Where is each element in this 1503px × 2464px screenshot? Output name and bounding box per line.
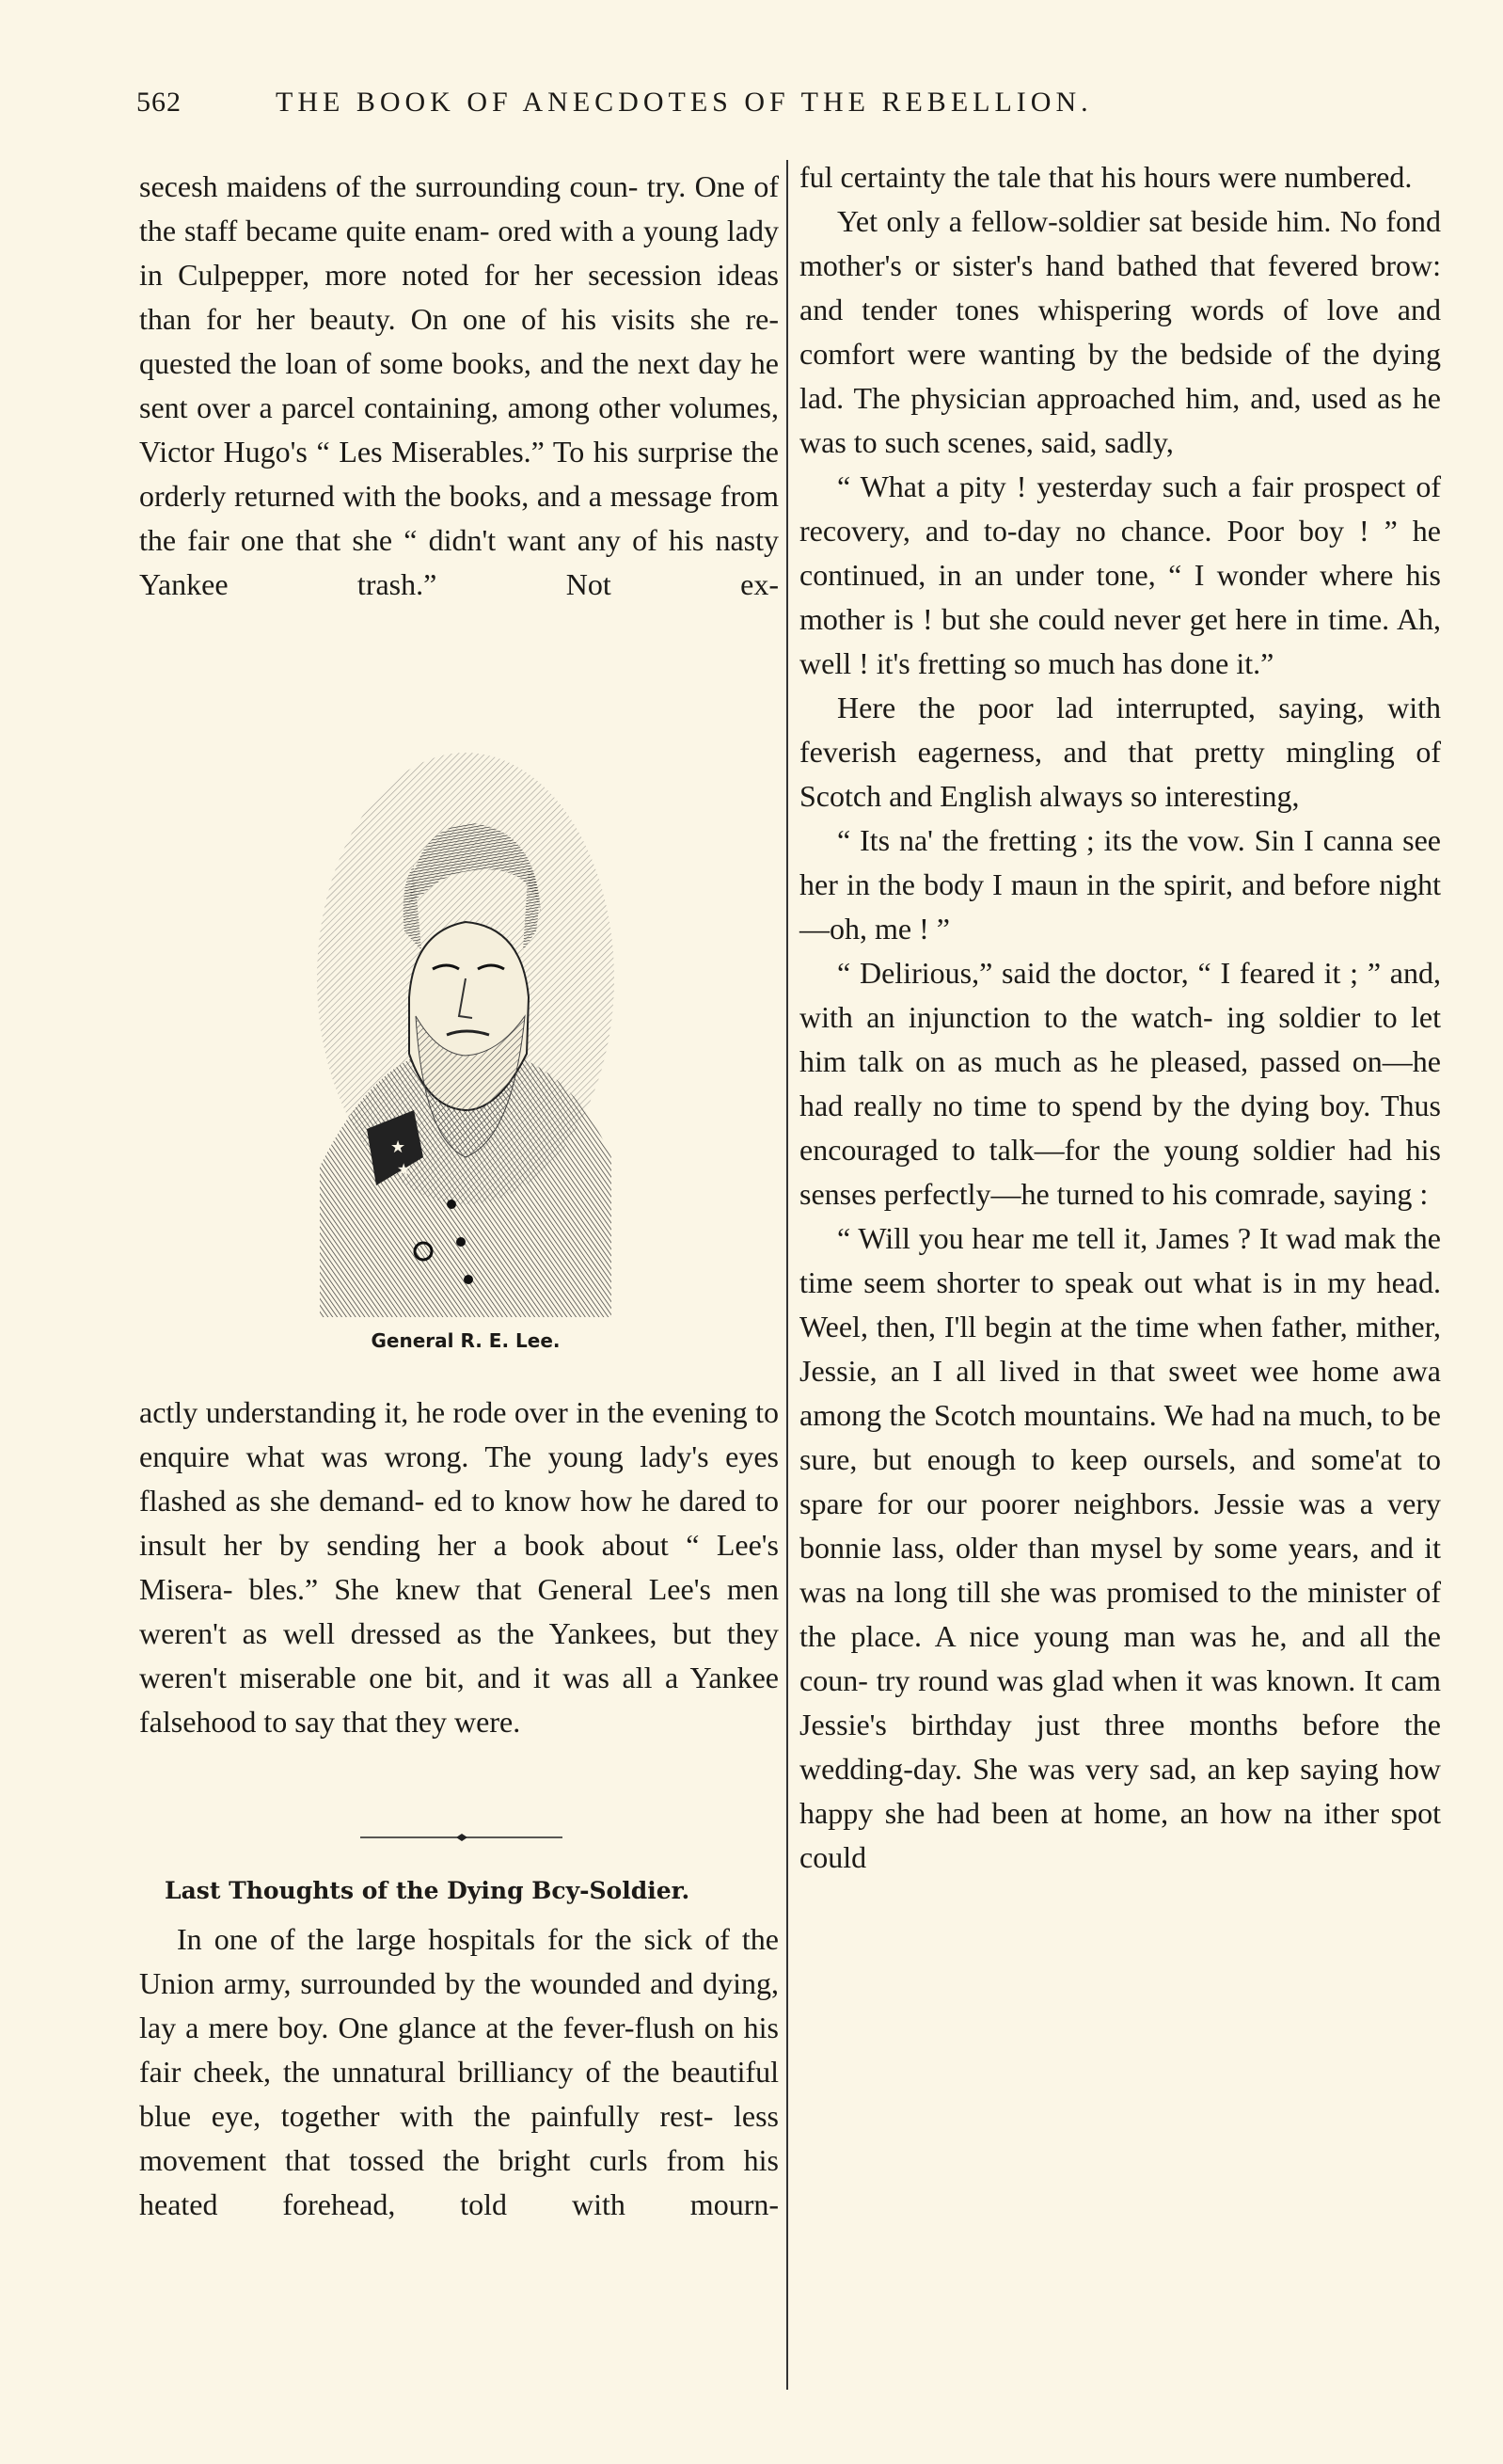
figure-caption: General R. E. Lee.	[371, 1329, 561, 1352]
paragraph: In one of the large hospitals for the sick of the Union army, surrounded by the wounded and dying, lay a mere boy. One glance at the fever-flush on his fair cheek, the unnatural brilliancy of the beautiful blue eye, together with the painfully rest- less movement that tossed the bright curls from his heated forehead, told with mourn-	[139, 1922, 779, 2221]
paragraph: “ Its na' the fretting ; its the vow. Sin I canna see her in the body I maun in the spirit, and before night—oh, me ! ”	[799, 823, 1441, 946]
running-header	[136, 87, 1387, 119]
paragraph: Yet only a fellow-soldier sat beside him. No fond mother's or sister's hand bathed that fevered brow: and tender tones whispering words of love and comfort were wanting by the bedside of the dying lad. The physician approached him, and, used as he was to such scenes, said, sadly,	[799, 204, 1441, 459]
section-heading: Last Thoughts of the Dying Bcy-Soldier.	[165, 1877, 690, 1904]
right-column	[799, 155, 1441, 1880]
paragraph: “ Delirious,” said the doctor, “ I feared it ; ” and, with an injunction to the watch- ing soldier to let him talk on as much as he pleased, passed on—he had really no time to spend by the dying boy. Thus encouraged to talk—for the young soldier had his senses perfectly—he turned to his comrade, saying :	[799, 956, 1441, 1211]
paragraph: secesh maidens of the surrounding coun- try. One of the staff became quite enam- ored with a young lady in Culpepper, more noted for her secession ideas than for her beauty. On one of his visits she re- quested the loan of some books, and the next day he sent over a parcel containing, among other volumes, Victor Hugo's “ Les Miserables.” To his surprise the orderly returned with the books, and a message from the fair one that she “ didn't want any of his nasty Yankee trash.” Not ex-	[139, 169, 779, 601]
portrait-image	[310, 715, 621, 1317]
page-number: 562	[136, 87, 182, 118]
svg-text:★: ★	[390, 1137, 406, 1157]
left-column-section	[139, 1917, 779, 2227]
section-divider-ornament	[360, 1833, 562, 1842]
left-column-top	[139, 165, 779, 607]
paragraph: ful certainty the tale that his hours were numbered.	[799, 160, 1413, 194]
running-title: THE BOOK OF ANECDOTES OF THE REBELLION.	[276, 87, 1093, 118]
paragraph: Here the poor lad interrupted, saying, with feverish eagerness, and that pretty mingling of Scotch and English always so interesting,	[799, 691, 1441, 813]
paragraph: “ What a pity ! yesterday such a fair prospect of recovery, and to-day no chance. Poor boy ! ” he continued, in an under tone, “ I wonder where his mother is ! but she could never get here in time. Ah, well ! it's fretting so much has done it.”	[799, 469, 1441, 680]
left-column-bottom	[139, 1391, 779, 1744]
column-divider	[786, 160, 788, 2390]
paragraph: actly understanding it, he rode over in the evening to enquire what was wrong. The young lady's eyes flashed as she demand- ed to know how he dared to insult her by sending her a book about “ Lee's Misera- bles.” She knew that General Lee's men weren't as well dressed as the Yankees, but they weren't miserable one bit, and it was all a Yankee falsehood to say that they were.	[139, 1395, 779, 1739]
svg-text:★: ★	[397, 1160, 411, 1178]
portrait-engraving	[310, 715, 621, 1317]
paragraph: “ Will you hear me tell it, James ? It wad mak the time seem shorter to speak out what is in my head. Weel, then, I'll begin at the time when father, mither, Jessie, an I all lived in that sweet wee home awa among the Scotch mountains. We had na much, to be sure, but enough to keep oursels, and some'at to spare for our poorer neighbors. Jessie was a very bonnie lass, older than mysel by some years, and it was na long till she was promised to the minister of the place. A nice young man was he, and all the coun- try round was glad when it was known. It cam Jessie's birthday just three months before the wedding-day. She was very sad, an kep saying how happy she had been at home, an how na ither spot could	[799, 1221, 1441, 1874]
